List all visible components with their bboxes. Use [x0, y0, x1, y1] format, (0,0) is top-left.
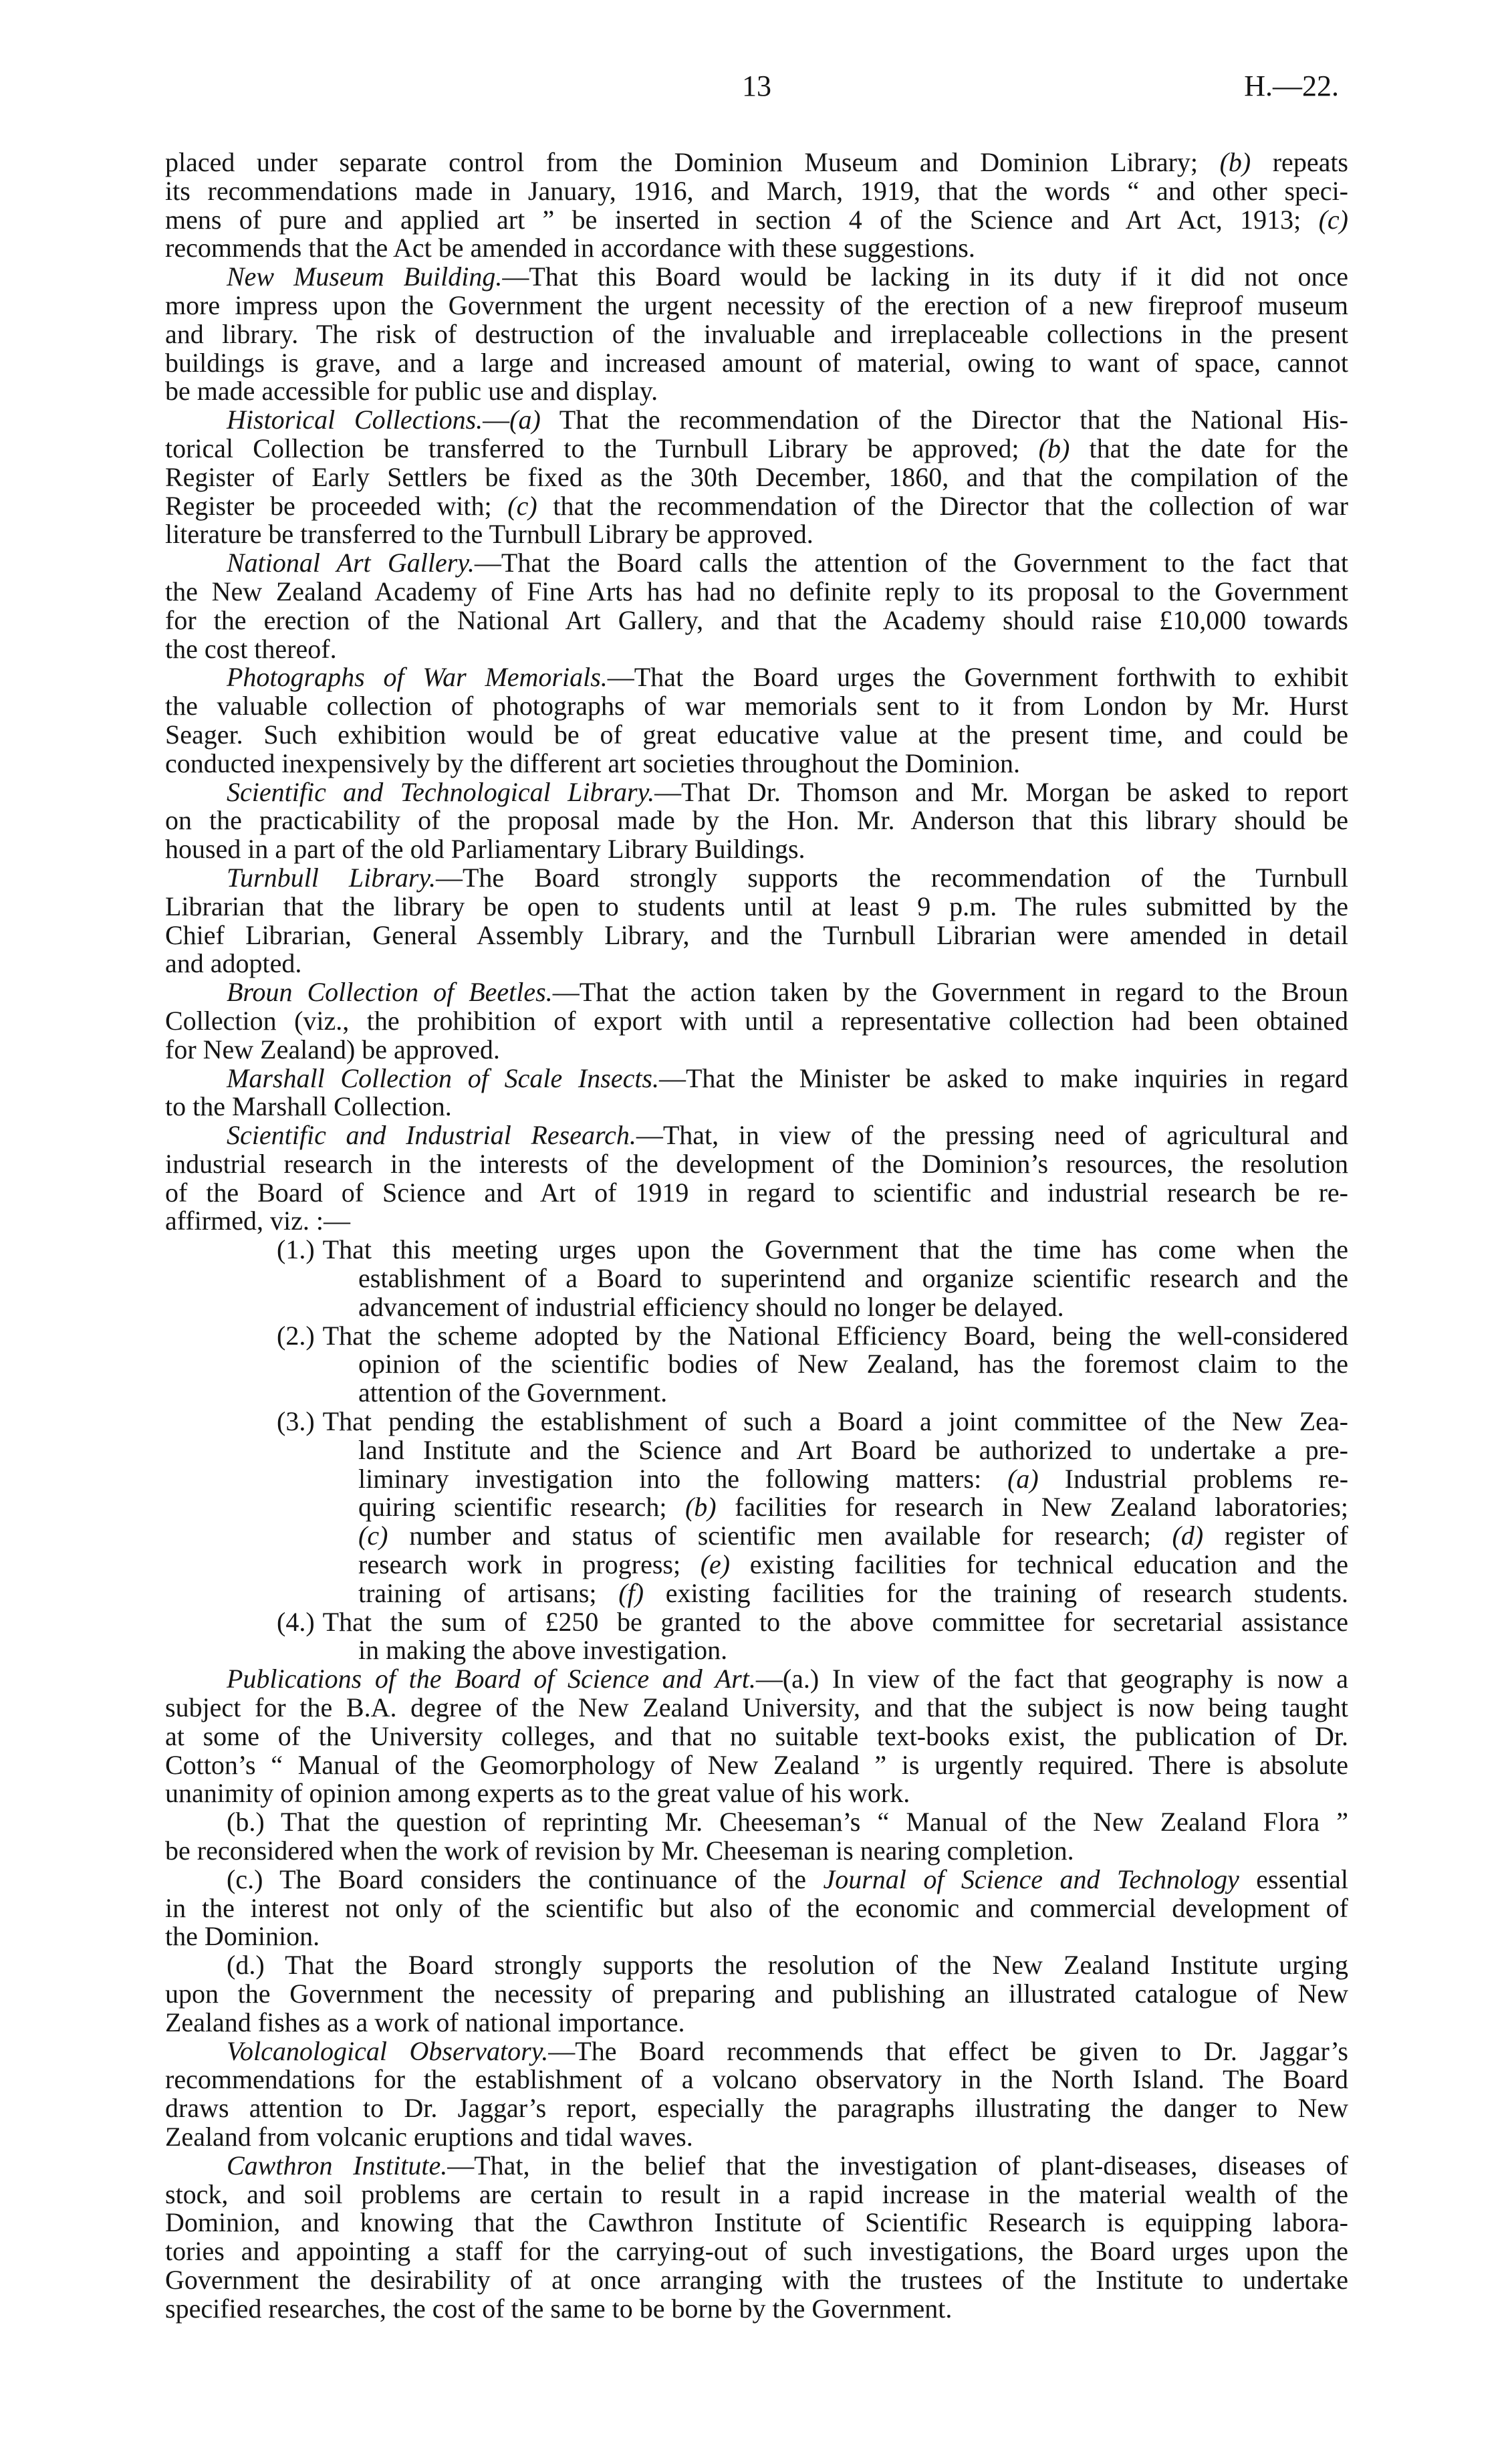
line-text: specified researches, the cost of the same to be borne by the Government.	[165, 2293, 953, 2324]
item-number: (4.)	[277, 1606, 315, 1637]
section-heading: Turnbull Library.	[227, 862, 436, 893]
text-line	[165, 2123, 1348, 2152]
line-text: Zealand fishes as a work of national importance.	[165, 2007, 685, 2037]
section-heading: Historical Collections.	[227, 405, 483, 435]
italic-reference: (c)	[358, 1521, 388, 1551]
line-text: (b.) That the question of reprinting Mr. Cheeseman’s “ Manual of the New Zealand Flora ”	[227, 1807, 1348, 1837]
text-line	[165, 1636, 1348, 1665]
text-line	[165, 2152, 1348, 2180]
page-header	[165, 70, 1348, 103]
text-line	[165, 1207, 1348, 1236]
text-line	[165, 692, 1348, 721]
line-text: —(a.) In view of the fact that geography is now a	[755, 1664, 1348, 1694]
line-text: for New Zealand) be approved.	[165, 1034, 500, 1065]
line-text: Seager. Such exhibition would be of great educative value at the present time, and could be	[165, 719, 1348, 750]
line-text: at some of the University colleges, and that no suitable text-books exist, the publication of Dr.	[165, 1720, 1348, 1751]
text-line	[165, 406, 1348, 435]
line-text: the Dominion.	[165, 1921, 320, 1952]
line-text: number and status of scientific men available for research;	[388, 1521, 1172, 1551]
resolution-item	[165, 1608, 1348, 1666]
text-line	[165, 1751, 1348, 1780]
line-text: liminary investigation into the following matters:	[358, 1463, 1008, 1494]
italic-reference: (c)	[507, 490, 537, 521]
line-text: (d.) That the Board strongly supports the resolution of the New Zealand Institute urging	[227, 1950, 1348, 1981]
line-text: for the erection of the National Art Gallery, and that the Academy should raise £10,000 towards	[165, 604, 1348, 635]
section-marshall-collection	[165, 1062, 1348, 1122]
text-line	[165, 549, 1348, 578]
page-number: 13	[742, 70, 771, 102]
text-line	[165, 492, 1348, 521]
line-text: establishment of a Board to superintend and organize scientific research and the	[358, 1263, 1348, 1294]
line-text: Zealand from volcanic eruptions and tidal waves.	[165, 2121, 693, 2152]
body-text	[165, 148, 1348, 2324]
text-line	[165, 1436, 1348, 1465]
subparagraph	[165, 1866, 1348, 1951]
section-cawthron-institute	[165, 2152, 1348, 2324]
line-text: That the sum of £250 be granted to the above committee for secretarial assistance	[322, 1606, 1348, 1637]
line-text: stock, and soil problems are certain to result in a rapid increase in the material wealth of the	[165, 2178, 1348, 2209]
section-national-art-gallery	[165, 549, 1348, 663]
line-text: That pending the establishment of such a Board a joint committee of the New Zea-	[322, 1406, 1348, 1437]
text-line	[165, 949, 1348, 978]
line-text: (c.) The Board considers the continuance of the	[227, 1864, 824, 1894]
text-line	[165, 864, 1348, 893]
line-text: on the practicability of the proposal made by the Hon. Mr. Anderson that this library should be	[165, 805, 1348, 836]
text-line	[165, 2209, 1348, 2237]
line-text: upon the Government the necessity of preparing and publishing an illustrated catalogue of New	[165, 1979, 1348, 2009]
line-text: recommendations for the establishment of a volcano observatory in the North Island. The Board	[165, 2064, 1348, 2095]
section-museum-library-continuation	[165, 148, 1348, 263]
resolution-item	[165, 1408, 1348, 1608]
section-heading: New Museum Building.	[227, 261, 503, 292]
text-line	[165, 2065, 1348, 2094]
line-text: quiring scientific research;	[358, 1492, 685, 1523]
line-text: —That the Minister be asked to make inquiries in regard	[659, 1062, 1348, 1093]
line-text: subject for the B.A. degree of the New Zealand University, and that the subject is now being taught	[165, 1692, 1348, 1723]
text-line	[165, 1608, 1348, 1637]
line-text: buildings is grave, and a large and increased amount of material, owing to want of space, cannot	[165, 347, 1348, 378]
text-line	[165, 1779, 1348, 1808]
line-text: in the interest not only of the scientific but also of the economic and commercial development of	[165, 1892, 1348, 1923]
line-text: advancement of industrial efficiency should no longer be delayed.	[358, 1291, 1064, 1322]
line-text: and library. The risk of destruction of the invaluable and irreplaceable collections in the present	[165, 318, 1348, 349]
text-line	[165, 1465, 1348, 1494]
line-text: register of	[1203, 1521, 1348, 1551]
text-line	[165, 263, 1348, 292]
line-text: draws attention to Dr. Jaggar’s report, especially the paragraphs illustrating the danger to New	[165, 2093, 1348, 2124]
text-line	[165, 1062, 1348, 1093]
text-line	[165, 1980, 1348, 2009]
line-text: —That Dr. Thomson and Mr. Morgan be asked to report	[654, 776, 1348, 807]
text-line	[165, 1922, 1348, 1951]
section-heading: Volcanological Observatory.	[227, 2035, 549, 2066]
text-line	[165, 1808, 1348, 1837]
text-line	[165, 1408, 1348, 1436]
line-text: repeats	[1251, 147, 1349, 177]
line-text: be reconsidered when the work of revision by Mr. Cheeseman is nearing completion.	[165, 1835, 1074, 1866]
line-text: That the recommendation of the Director that the National His-	[540, 405, 1348, 435]
text-line	[165, 206, 1348, 235]
text-line	[165, 1837, 1348, 1866]
line-text: the valuable collection of photographs of war memorials sent to it from London by Mr. Hurst	[165, 691, 1348, 721]
text-line	[165, 721, 1348, 750]
item-number: (3.)	[277, 1406, 315, 1437]
section-historical-collections	[165, 406, 1348, 549]
text-line	[165, 606, 1348, 635]
text-line	[165, 1665, 1348, 1694]
text-line	[165, 1379, 1348, 1408]
line-text: in making the above investigation.	[358, 1635, 728, 1666]
text-line	[165, 520, 1348, 549]
line-text: —That the action taken by the Government in regard to the Broun	[552, 977, 1348, 1008]
journal-title: Journal of Science and Technology	[823, 1864, 1239, 1894]
text-line	[165, 1866, 1348, 1894]
line-text: Government the desirability of at once arranging with the trustees of the Institute to undertake	[165, 2264, 1348, 2295]
line-text: —That the Board calls the attention of the Government to the fact that	[474, 548, 1349, 578]
line-text: be made accessible for public use and display.	[165, 376, 658, 407]
resolution-item	[165, 1322, 1348, 1408]
text-line	[165, 806, 1348, 835]
section-turnbull-library	[165, 864, 1348, 978]
line-text: Register be proceeded with;	[165, 490, 508, 521]
line-text: That this meeting urges upon the Government that the time has come when the	[322, 1234, 1348, 1265]
item-number: (1.)	[277, 1234, 315, 1265]
line-text: —That this Board would be lacking in its duty if it did not once	[502, 261, 1349, 292]
section-new-museum-building	[165, 263, 1348, 406]
text-line	[165, 1350, 1348, 1379]
italic-reference: (b)	[1219, 147, 1251, 177]
line-text: that the recommendation of the Director that the collection of war	[537, 490, 1348, 521]
line-text: training of artisans;	[358, 1577, 619, 1608]
line-text: —The Board strongly supports the recommendation of the Turnbull	[435, 862, 1348, 893]
line-text: the cost thereof.	[165, 633, 337, 664]
section-publications	[165, 1665, 1348, 2037]
line-text: That the scheme adopted by the National Efficiency Board, being the well-considered	[322, 1320, 1348, 1351]
line-text: essential	[1239, 1864, 1349, 1894]
text-line	[165, 663, 1348, 692]
section-volcanological-observatory	[165, 2037, 1348, 2152]
line-text: of the Board of Science and Art of 1919 in regard to scientific and industrial research be re-	[165, 1177, 1348, 1208]
line-text: literature be transferred to the Turnbull Library be approved.	[165, 519, 813, 550]
text-line	[165, 2037, 1348, 2066]
text-line	[165, 320, 1348, 349]
text-line	[165, 2295, 1348, 2324]
text-line	[165, 978, 1348, 1007]
line-text: research work in progress;	[358, 1549, 701, 1580]
subparagraph	[165, 1808, 1348, 1866]
section-heading: National Art Gallery.	[227, 548, 475, 578]
italic-reference: (f)	[618, 1577, 644, 1608]
text-line	[165, 2180, 1348, 2209]
text-line	[165, 377, 1348, 406]
line-text: unanimity of opinion among experts as to the great value of his work.	[165, 1778, 910, 1809]
italic-reference: (b)	[1038, 433, 1070, 463]
section-heading: Photographs of War Memorials.	[227, 662, 608, 693]
section-photographs-war-memorials	[165, 663, 1348, 778]
line-text: the New Zealand Academy of Fine Arts has had no definite reply to its proposal to the Government	[165, 576, 1348, 606]
line-text: that the date for the	[1070, 433, 1348, 463]
line-text: land Institute and the Science and Art Board be authorized to undertake a pre-	[358, 1434, 1348, 1465]
line-text: —That the Board urges the Government forthwith to exhibit	[607, 662, 1348, 693]
section-heading: Scientific and Technological Library.	[227, 776, 655, 807]
line-text: Librarian that the library be open to students until at least 9 p.m. The rules submitted by the	[165, 891, 1348, 921]
line-text: its recommendations made in January, 1916, and March, 1919, that the words “ and other speci-	[165, 175, 1348, 206]
line-text: —	[483, 405, 510, 435]
text-line	[165, 2266, 1348, 2295]
text-line	[165, 2237, 1348, 2266]
line-text: and adopted.	[165, 948, 302, 979]
text-line	[165, 292, 1348, 320]
italic-reference: (d)	[1172, 1521, 1204, 1551]
line-text: torical Collection be transferred to the Turnbull Library be approved;	[165, 433, 1039, 463]
text-line	[165, 1007, 1348, 1036]
text-line	[165, 835, 1348, 864]
text-line	[165, 578, 1348, 606]
subparagraph	[165, 1951, 1348, 2037]
line-text: existing facilities for the training of research students.	[644, 1577, 1348, 1608]
line-text: Industrial problems re-	[1038, 1463, 1349, 1494]
text-line	[165, 921, 1348, 950]
text-line	[165, 177, 1348, 206]
line-text: tories and appointing a staff for the carrying-out of such investigations, the Board urges upon the	[165, 2236, 1348, 2267]
italic-reference: (a)	[1007, 1463, 1039, 1494]
italic-reference: (c)	[1318, 204, 1348, 235]
line-text: to the Marshall Collection.	[165, 1091, 452, 1122]
line-text: industrial research in the interests of the development of the Dominion’s resources, the resolution	[165, 1148, 1348, 1179]
text-line	[165, 1694, 1348, 1722]
text-line	[165, 1579, 1348, 1608]
item-number: (2.)	[277, 1320, 315, 1351]
text-line	[165, 1522, 1348, 1551]
text-line	[165, 1150, 1348, 1179]
section-heading: Cawthron Institute.	[227, 2150, 448, 2180]
italic-reference: (b)	[684, 1492, 717, 1523]
section-broun-collection	[165, 978, 1348, 1064]
line-text: conducted inexpensively by the different art societies throughout the Dominion.	[165, 748, 1020, 778]
line-text: —The Board recommends that effect be given to Dr. Jaggar’s	[548, 2035, 1348, 2066]
line-text: Cotton’s “ Manual of the Geomorphology of New Zealand ” is urgently required. There is absolute	[165, 1749, 1348, 1780]
text-line	[165, 1264, 1348, 1293]
text-line	[165, 1951, 1348, 1980]
text-line	[165, 1093, 1348, 1121]
italic-reference: (e)	[700, 1549, 731, 1580]
document-reference: H.—22.	[1244, 70, 1339, 102]
line-text: Chief Librarian, General Assembly Library, and the Turnbull Librarian were amended in detail	[165, 919, 1348, 950]
text-line	[165, 1121, 1348, 1150]
text-line	[165, 2009, 1348, 2037]
text-line	[165, 1179, 1348, 1208]
text-line	[165, 349, 1348, 378]
text-line	[165, 1236, 1348, 1264]
line-text: Register of Early Settlers be fixed as the 30th December, 1860, and that the compilation of the	[165, 461, 1348, 492]
section-heading: Marshall Collection of Scale Insects.	[227, 1062, 659, 1093]
line-text: recommends that the Act be amended in accordance with these suggestions.	[165, 233, 975, 263]
text-line	[165, 463, 1348, 492]
text-line	[165, 778, 1348, 807]
line-text: —That, in the belief that the investigation of plant-diseases, diseases of	[447, 2150, 1348, 2180]
text-line	[165, 435, 1348, 463]
line-text: mens of pure and applied art ” be inserted in section 4 of the Science and Art Act, 1913;	[165, 204, 1319, 235]
line-text: Dominion, and knowing that the Cawthron Institute of Scientific Research is equipping labora-	[165, 2207, 1348, 2238]
text-line	[165, 893, 1348, 921]
section-heading: Broun Collection of Beetles.	[227, 977, 553, 1008]
section-heading: Scientific and Industrial Research.	[227, 1120, 636, 1151]
text-line	[165, 1293, 1348, 1322]
text-line	[165, 750, 1348, 778]
line-text: existing facilities for technical education and the	[730, 1549, 1348, 1580]
section-scientific-industrial-research	[165, 1121, 1348, 1665]
line-text: placed under separate control from the Dominion Museum and Dominion Library;	[165, 147, 1220, 177]
line-text: more impress upon the Government the urgent necessity of the erection of a new fireproof museum	[165, 290, 1348, 320]
resolution-item	[165, 1236, 1348, 1321]
section-scientific-technological-library	[165, 778, 1348, 864]
text-line	[165, 1493, 1348, 1522]
text-line	[165, 1551, 1348, 1579]
text-line	[165, 148, 1348, 177]
text-line	[165, 1894, 1348, 1923]
text-line	[165, 635, 1348, 664]
section-heading: Publications of the Board of Science and Art.	[227, 1664, 756, 1694]
text-line	[165, 1322, 1348, 1351]
line-text: affirmed, viz. :—	[165, 1206, 350, 1236]
text-line	[165, 234, 1348, 263]
line-text: —That, in view of the pressing need of agricultural and	[636, 1120, 1348, 1151]
text-line	[165, 1036, 1348, 1065]
line-text: opinion of the scientific bodies of New Zealand, has the foremost claim to the	[358, 1349, 1348, 1379]
italic-reference: (a)	[509, 405, 541, 435]
text-line	[165, 2094, 1348, 2123]
text-line	[165, 1722, 1348, 1751]
line-text: housed in a part of the old Parliamentary Library Buildings.	[165, 834, 805, 865]
line-text: Collection (viz., the prohibition of export with until a representative collection had been obtained	[165, 1005, 1348, 1036]
line-text: facilities for research in New Zealand laboratories;	[716, 1492, 1349, 1523]
line-text: attention of the Government.	[358, 1377, 668, 1408]
